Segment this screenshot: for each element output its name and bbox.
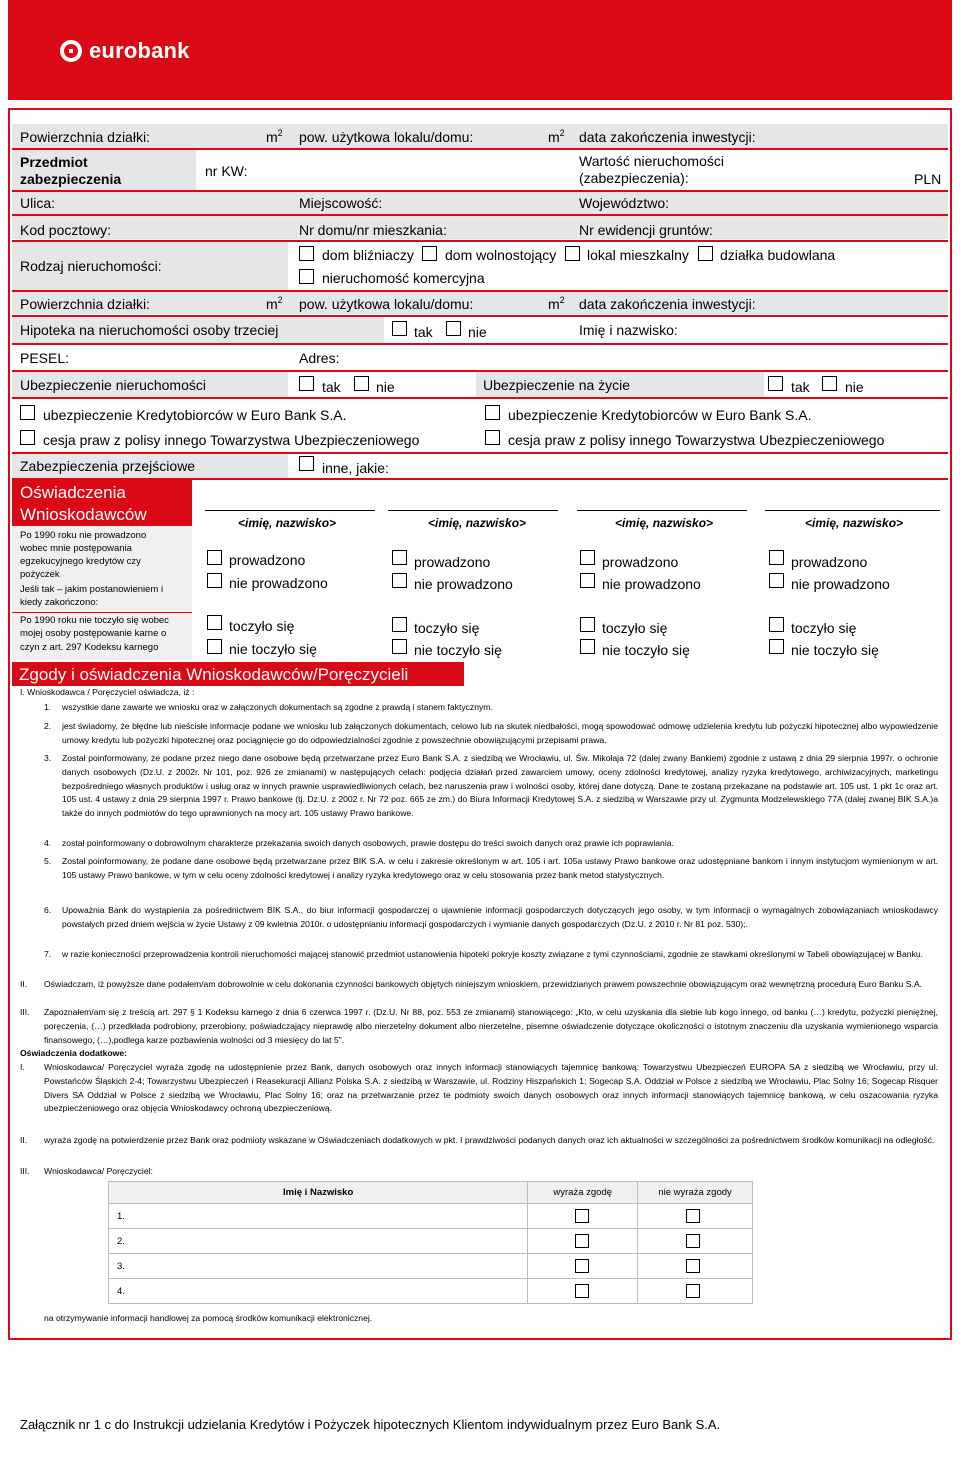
table-header-name: Imię i Nazwisko — [109, 1182, 528, 1204]
criminal-yes-label: toczyło się — [602, 620, 668, 636]
checkbox-criminal-no-3[interactable] — [580, 639, 595, 654]
criminal-yes-label: toczyło się — [229, 618, 295, 634]
completion-date-label: data zakończenia inwestycji: — [579, 129, 756, 145]
checkbox-enforcement-yes-1[interactable] — [207, 550, 222, 565]
checkbox-criminal-no-2[interactable] — [392, 639, 407, 654]
property-type-label: Rodzaj nieruchomości: — [20, 258, 162, 274]
collateral-subject-label: Przedmiot zabezpieczenia — [20, 154, 122, 187]
additional-statements-title: Oświadczenia dodatkowe: — [20, 1048, 127, 1058]
plot-area-unit-2: $m^2$ — [266, 295, 283, 312]
checkbox-criminal-yes-1[interactable] — [207, 615, 222, 630]
area-row2-bg — [12, 292, 948, 314]
criminal-proceedings-question: czyn z art. 297 Kodeksu karnego — [20, 642, 159, 653]
checkbox-bridge-other[interactable] — [299, 456, 314, 471]
life-insurance-bank-label: ubezpieczenie Kredytobiorców w Euro Bank S.A. — [508, 407, 812, 423]
consents-title: Zgody i oświadczenia Wnioskodawców/Poręczycieli — [19, 665, 409, 684]
eurobank-logo-icon — [60, 40, 82, 62]
life-insurance-cession-label: cesja praw z polisy innego Towarzystwa Ubezpieczeniowego — [508, 432, 885, 448]
table-row-number: 1. — [109, 1204, 528, 1229]
pesel-label: PESEL: — [20, 350, 70, 366]
statements-title-2: Wnioskodawców — [20, 505, 147, 524]
property-insurance-label: Ubezpieczenie nieruchomości — [20, 377, 206, 393]
plot-area-label: Powierzchnia działki: — [20, 129, 150, 145]
marketing-consent-table — [108, 1181, 753, 1304]
criminal-code-statement: Zapoznałem/am się z treścią art. 297 § 1 Kodeksu karnego z dnia 6 czerwca 1997 r. (Dz.U. Nr 88, poz. 553 ze zmianami) stanowiącego: „Kto, w celu uzyskania dla siebie lub kogo innego, od banku (…) kredytu, pożyczki pieniężnej, poręczenia, (…) przedkłada podrobiony, przerobiony, poświadczający nieprawdę albo nierzetelny dokument albo nierzetelne, pisemne oświadczenie dotyczące okoliczności o istotnym znaczeniu dla uzyskania wymienionego wsparcia finansowego, (…),podlega karze pozbawienia wolności od 3 miesięcy do lat 5”. — [44, 1007, 938, 1045]
province-label: Województwo: — [579, 195, 670, 211]
consent-number: 7. — [44, 949, 52, 959]
bridge-collateral-label: Zabezpieczenia przejściowe — [20, 458, 196, 474]
property-value-label: Wartość nieruchomości (zabezpieczenia): — [579, 153, 724, 186]
checkbox-criminal-no-1[interactable] — [207, 639, 222, 654]
applicant-name-4: <imię, nazwisko> — [805, 516, 904, 530]
table-row — [109, 1279, 753, 1304]
checkbox-criminal-no-4[interactable] — [769, 639, 784, 654]
checkbox-enforcement-yes-4[interactable] — [769, 550, 784, 565]
checkbox-life-insurance-yes[interactable] — [768, 376, 783, 391]
checkbox-commercial[interactable] — [299, 269, 314, 284]
consent-item: Upoważnia Bank do wystąpienia za pośrednictwem BIK S.A., do biur informacji gospodarczej o ujawnienie informacji gospodarczych dotyczących jego osoby, w tym informacji o wymagalnych zobowiązaniach wnioskodawcy powstałych przed dniem wejścia w życie Ustawy z 09 kwietnia 2010r. o udostępnianiu informacji gospodarczych i wymianie danych gospodarczych (Dz.U. z 2010 r. Nr 81 poz. 530);. — [62, 905, 938, 929]
property-insurance-cession-label: cesja praw z polisy innego Towarzystwa Ubezpieczeniowego — [43, 432, 420, 448]
table-row-number: 3. — [109, 1254, 528, 1279]
house-number-label: Nr domu/nr mieszkania: — [299, 222, 447, 238]
consents-intro: I. Wnioskodawca / Poręczyciel oświadcza, iż : — [20, 687, 195, 697]
plot-area-label-2: Powierzchnia działki: — [20, 296, 150, 312]
consent-item: w razie konieczności przeprowadzenia kontroli nieruchomości mającej stanowić przedmiot ustanowienia hipoteki pokryje koszty związane z tymi czynnościami, zgodnie ze stawkami określonymi w Tabeli obowiązującej w Banku. — [62, 949, 924, 959]
footer-note: Załącznik nr 1 c do Instrukcji udzielania Kredytów i Pożyczek hipotecznych Klientom indywidualnym przez Euro Bank S.A. — [20, 1417, 721, 1432]
option-commercial: nieruchomość komercyjna — [322, 270, 485, 286]
enforcement-no-label: nie prowadzono — [414, 576, 513, 592]
consent-item: został poinformowany o dobrowolnym charakterze przekazania swoich danych osobowych, prawie dostępu do treści swoich danych oraz prawie ich poprawiania. — [62, 838, 674, 848]
checkbox-life-insurance-cession[interactable] — [485, 430, 500, 445]
enforcement-no-label: nie prowadzono — [229, 575, 328, 591]
criminal-yes-label: toczyło się — [414, 620, 480, 636]
debt-enforcement-question: Jeśli tak – jakim postanowieniem i — [20, 584, 164, 595]
checkbox-enforcement-yes-2[interactable] — [392, 550, 407, 565]
debt-enforcement-question: kiedy zakończono: — [20, 597, 99, 608]
enforcement-yes-label: prowadzono — [229, 552, 306, 568]
criminal-proceedings-question: mojej osoby postępowanie karne o — [20, 628, 167, 639]
consent-item: wszystkie dane zawarte we wniosku oraz w załączonych dokumentach są zgodne z prawdą i stanem faktycznym. — [62, 702, 493, 712]
checkbox-life-insurance-no[interactable] — [822, 376, 837, 391]
checkbox-disagree-3[interactable] — [686, 1259, 700, 1273]
checkbox-property-insurance-no[interactable] — [354, 376, 369, 391]
applicant-guarantor-label: Wnioskodawca/ Poręczyciel: — [44, 1166, 153, 1176]
checkbox-agree-1[interactable] — [575, 1209, 589, 1223]
checkbox-disagree-4[interactable] — [686, 1284, 700, 1298]
checkbox-enforcement-no-4[interactable] — [769, 573, 784, 588]
enforcement-yes-label: prowadzono — [414, 554, 491, 570]
checkbox-disagree-1[interactable] — [686, 1209, 700, 1223]
city-label: Miejscowość: — [299, 195, 383, 211]
consent-number: 1. — [44, 702, 52, 712]
debt-enforcement-question: egzekucyjnego kredytów czy — [20, 556, 141, 567]
consent-section-number: II. — [20, 1135, 28, 1145]
enforcement-yes-label: prowadzono — [791, 554, 868, 570]
consent-section-number: III. — [20, 1007, 30, 1017]
checkbox-agree-3[interactable] — [575, 1259, 589, 1273]
consent-number: 2. — [44, 721, 52, 731]
applicant-name-3: <imię, nazwisko> — [615, 516, 714, 530]
full-name-label: Imię i nazwisko: — [579, 322, 678, 338]
bridge-other-label: inne, jakie: — [322, 460, 389, 476]
criminal-no-label: nie toczyło się — [229, 641, 317, 657]
property-insurance-no-label: nie — [376, 379, 395, 395]
option-building-plot: działka budowlana — [720, 247, 836, 263]
address-row2-bg — [12, 216, 948, 239]
insurance-data-consent: Wnioskodawca/ Poręczyciel wyraża zgodę na udostępnienie przez Bank, danych osobowych oraz innych informacji stanowiących tajemnicę bankową: Towarzystwu Ubezpieczeń EUROPA SA z siedzibą we Wrocławiu, przy ul. Powstańców Śląskich 2-4; Towarzystwu Ubezpieczeń i Reasekuracji Allianz Polska S.A. z siedzibą w Warszawie, ul. Rodziny Hiszpańskich 1; Sogecap S.A. Oddział w Polsce z siedzibą we Wrocławiu, Plac Solny 16; Sogecap Risquer Divers SA Oddział w Polsce z siedzibą we Wrocławiu, Plac Solny 16; oraz na przetwarzanie przez te podmioty swoich danych osobowych oraz innych informacji stanowiących tajemnicę bankową, w celu oszacowania ryzyka ubezpieczeniowego oraz objęcia Wnioskodawcy ochroną ubezpieczeniową. — [44, 1062, 938, 1114]
table-row — [109, 1229, 753, 1254]
usable-area-unit: $m^2$ — [548, 128, 565, 145]
usable-area-label: pow. użytkowa lokalu/domu: — [299, 129, 474, 145]
third-party-mortgage-label: Hipoteka na nieruchomości osoby trzeciej — [20, 322, 279, 338]
header-banner — [8, 0, 952, 100]
option-semi-detached: dom bliźniaczy — [322, 247, 414, 263]
owner-address-label: Adres: — [299, 350, 340, 366]
checkbox-third-party-no[interactable] — [446, 321, 461, 336]
option-detached: dom wolnostojący — [445, 247, 557, 263]
option-apartment: lokal mieszkalny — [587, 247, 689, 263]
statements-title-1: Oświadczenia — [20, 483, 126, 502]
statements-title-box — [12, 480, 192, 526]
consent-section-number: I. — [20, 1062, 25, 1072]
consent-item: Został poinformowany, że podane przez niego dane osobowe będą przetwarzane przez Euro Bank S.A. z siedzibą we Wrocławiu, ul. Św. Mikołaja 72 (dalej zwany Bankiem) zgodnie z ustawą z dnia 29 sierpnia 1997r. o ochronie danych osobowych (Dz.U. z 2002r. Nr 101, poz. 926 ze zmianami) w następujących celach: podjęcia działań przed zawarciem umowy, oceny zdolności kredytowej, analizy ryzyka kredytowego, archiwizacyjnych, marketingu bezpośredniego własnych produktów i usług oraz w innych prawnie usprawiedliwionych celach, bez naruszenia praw i wolności osoby, której dane dotyczą. Dane te zostaną przekazane na podstawie art. 105 ust. 1 pkt 1c oraz art. 105 ust. 4 ustawy z dnia 29 sierpnia 1997 r. Prawo bankowe (tj. Dz.U. z 2002 r. Nr 72 poz. 665 ze zm.) do Biura Informacji Kredytowej S.A. z siedzibą w Warszawie przy ul. Zygmunta Modzelewskiego 77A (dalej zwanej BIK S.A.)a także do innych podmiotów do tego uprawnionych na mocy art. 105 ustawy Prawo bankowe. — [62, 753, 938, 819]
address-row1-bg — [12, 192, 948, 214]
enforcement-yes-label: prowadzono — [602, 554, 679, 570]
debt-enforcement-question: pożyczek — [20, 569, 60, 580]
property-insurance-yes-label: tak — [322, 379, 341, 395]
eurobank-logo — [60, 38, 190, 64]
checkbox-property-insurance-bank[interactable] — [20, 405, 35, 420]
criminal-no-label: nie toczyło się — [791, 642, 879, 658]
checkbox-building-plot[interactable] — [698, 246, 713, 261]
usable-area-label-2: pow. użytkowa lokalu/domu: — [299, 296, 474, 312]
checkbox-property-insurance-yes[interactable] — [299, 376, 314, 391]
consent-number: 4. — [44, 838, 52, 848]
checkbox-agree-2[interactable] — [575, 1234, 589, 1248]
street-label: Ulica: — [20, 195, 56, 211]
area-row-bg — [12, 124, 948, 148]
checkbox-enforcement-no-1[interactable] — [207, 573, 222, 588]
criminal-no-label: nie toczyło się — [602, 642, 690, 658]
table-header-disagree: nie wyraża zgody — [638, 1182, 753, 1204]
consent-section-number: III. — [20, 1166, 30, 1176]
currency-label: PLN — [914, 171, 942, 187]
consent-item: jest świadomy, że błędne lub nieścisłe informacje podane we wniosku lub załączonych dokumentach, celowo lub na skutek niedbałości, mogą spowodować odmowę udzielenia kredytu lub pożyczki hipotecznej albo wypowiedzenie umowy kredytu lub pożyczki hipotecznej oraz pociągnięcie go do odpowiedzialności zgodnie z powszechnie obowiązującymi przepisami prawa. — [62, 721, 938, 745]
debt-enforcement-question: Po 1990 roku nie prowadzono — [20, 530, 147, 541]
debt-enforcement-question: wobec mnie postępowania — [20, 543, 132, 554]
enforcement-no-label: nie prowadzono — [791, 576, 890, 592]
usable-area-unit-2: $m^2$ — [548, 295, 565, 312]
checkbox-criminal-yes-3[interactable] — [580, 617, 595, 632]
criminal-proceedings-question: Po 1990 roku nie toczyło się wobec — [20, 615, 169, 626]
table-row — [109, 1254, 753, 1279]
postal-code-label: Kod pocztowy: — [20, 222, 112, 238]
checkbox-third-party-yes[interactable] — [392, 321, 407, 336]
life-insurance-yes-label: tak — [791, 379, 810, 395]
applicant-name-1: <imię, nazwisko> — [238, 516, 337, 530]
checkbox-life-insurance-bank[interactable] — [485, 405, 500, 420]
third-party-yes-label: tak — [414, 324, 433, 340]
checkbox-enforcement-no-3[interactable] — [580, 573, 595, 588]
plot-area-unit: $m^2$ — [266, 128, 283, 145]
checkbox-semi-detached[interactable] — [299, 246, 314, 261]
consents-title-box — [12, 662, 464, 686]
enforcement-no-label: nie prowadzono — [602, 576, 701, 592]
checkbox-agree-4[interactable] — [575, 1284, 589, 1298]
table-row-number: 2. — [109, 1229, 528, 1254]
life-insurance-no-label: nie — [845, 379, 864, 395]
checkbox-criminal-yes-4[interactable] — [769, 617, 784, 632]
marketing-consent-text: na otrzymywanie informacji handlowej za pomocą środków komunikacji elektronicznej. — [44, 1313, 373, 1323]
land-registry-number-label: Nr ewidencji gruntów: — [579, 222, 713, 238]
checkbox-apartment[interactable] — [565, 246, 580, 261]
consent-number: 3. — [44, 753, 52, 763]
completion-date-label-2: data zakończenia inwestycji: — [579, 296, 756, 312]
logo-text: eurobank — [89, 38, 190, 63]
table-row-number: 4. — [109, 1279, 528, 1304]
checkbox-enforcement-no-2[interactable] — [392, 573, 407, 588]
criminal-yes-label: toczyło się — [791, 620, 857, 636]
land-register-label: nr KW: — [205, 163, 248, 179]
checkbox-enforcement-yes-3[interactable] — [580, 550, 595, 565]
consent-number: 5. — [44, 856, 52, 866]
applicant-name-2: <imię, nazwisko> — [428, 516, 527, 530]
voluntary-data-statement: Oświadczam, iż powyższe dane podałem/am dobrowolnie w celu dokonania czynności bankowych objętych niniejszym wnioskiem, przewidzianych prawem powszechnie obowiązującym oraz wewnętrzną procedurą Euro Banku S.A. — [44, 979, 922, 989]
consent-number: 6. — [44, 905, 52, 915]
table-header-agree: wyraża zgodę — [528, 1182, 638, 1204]
checkbox-property-insurance-cession[interactable] — [20, 430, 35, 445]
consent-item: Został poinformowany, że podane dane osobowe będą przetwarzane przez BIK S.A. w celu i zakresie określonym w art. 105 i art. 105a ustawy Prawo bankowe oraz udostępniane bankom i innym instytucjom wymienionym w art. 105 ustawy Prawo bankowe, w tym w celu oceny zdolności kredytowej i analizy ryzyka kredytowego oraz w celu stosowania przez bank metod statystycznych. — [62, 856, 938, 880]
property-insurance-bank-label: ubezpieczenie Kredytobiorców w Euro Bank S.A. — [43, 407, 347, 423]
verification-consent: wyraża zgodę na potwierdzenie przez Bank oraz podmioty wskazane w Oświadczeniach dodatkowych w pkt. I prawdziwości podanych danych oraz ich aktualności w szczególności za pośrednictwem środków komunikacji na odległość. — [44, 1135, 935, 1145]
third-party-no-label: nie — [468, 324, 487, 340]
checkbox-detached[interactable] — [422, 246, 437, 261]
checkbox-disagree-2[interactable] — [686, 1234, 700, 1248]
checkbox-criminal-yes-2[interactable] — [392, 617, 407, 632]
life-insurance-label: Ubezpieczenie na życie — [483, 377, 631, 393]
criminal-no-label: nie toczyło się — [414, 642, 502, 658]
table-row — [109, 1204, 753, 1229]
consent-section-number: II. — [20, 979, 28, 989]
